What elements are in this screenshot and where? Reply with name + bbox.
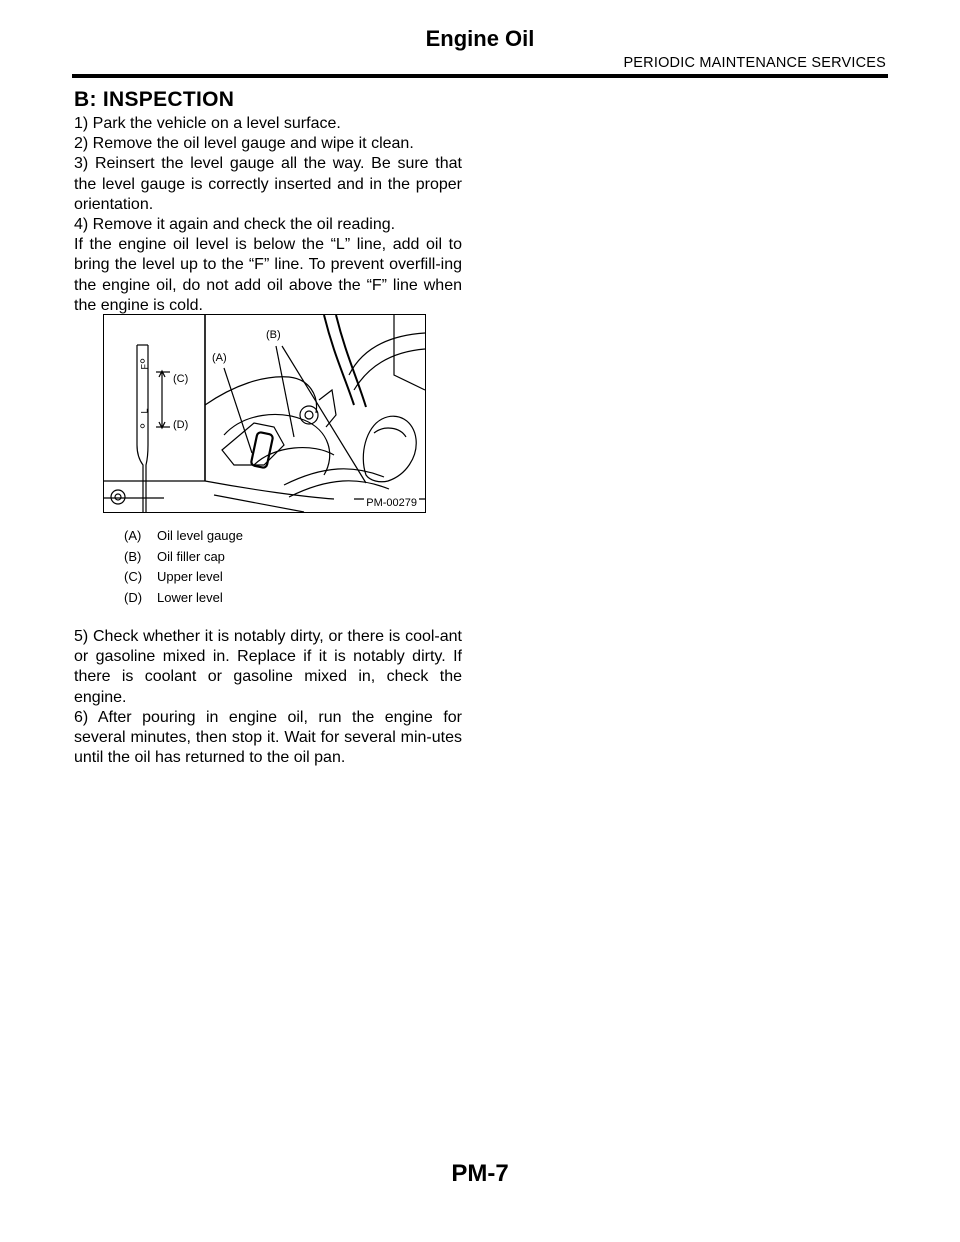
figure-legend [124,528,243,610]
legend-text: Lower level [157,589,223,605]
legend-key: (D) [124,589,143,605]
callout-d: (D) [173,419,189,431]
legend-item [124,549,243,570]
legend-key: (B) [124,548,142,564]
inspection-steps-continued [74,627,462,768]
step-text: If the engine oil level is below the “L” line, add oil to bring the level up to the “F” line. To prevent overfill-ing the engine oil, do not add oil above the “F” line when the engine is cold. [74,236,462,314]
inspection-steps [74,114,462,316]
legend-item [124,569,243,590]
legend-item [124,590,243,611]
step-text: 3) Reinsert the level gauge all the way. Be sure that the level gauge is correctly inserted and in the proper orientation. [74,155,462,213]
step-text: 5) Check whether it is notably dirty, or there is cool-ant or gasoline mixed in. Replace if it is notably dirty. If there is coolant or gasoline mixed in, check the engine. [74,628,462,706]
engine-bay-illustration [104,315,425,512]
engine-oil-figure [103,314,426,513]
legend-text: Oil filler cap [157,548,225,564]
legend-text: Oil level gauge [157,528,243,543]
callout-a: (A) [212,352,227,364]
legend-item [124,528,243,549]
section-title: B: INSPECTION [74,88,235,111]
figure-code: PM-00279 [366,497,417,509]
legend-key: (C) [124,569,143,584]
page-number: PM-7 [451,1160,509,1187]
step-text: 1) Park the vehicle on a level surface. [74,115,341,132]
section-header: PERIODIC MAINTENANCE SERVICES [623,55,886,71]
page-title: Engine Oil [425,26,535,51]
step-text: 6) After pouring in engine oil, run the engine for several minutes, then stop it. Wait for several min-utes until the oil has returned to the oil pan. [74,708,462,767]
legend-key: (A) [124,528,142,543]
callout-b: (B) [266,329,281,341]
header-rule [72,74,888,78]
callout-c: (C) [173,373,189,385]
legend-text: Upper level [157,569,223,584]
gauge-mark-f: F [139,364,150,370]
step-text: 4) Remove it again and check the oil reading. [74,216,396,234]
gauge-mark-l: L [139,408,150,414]
step-text: 2) Remove the oil level gauge and wipe it clean. [74,135,414,153]
